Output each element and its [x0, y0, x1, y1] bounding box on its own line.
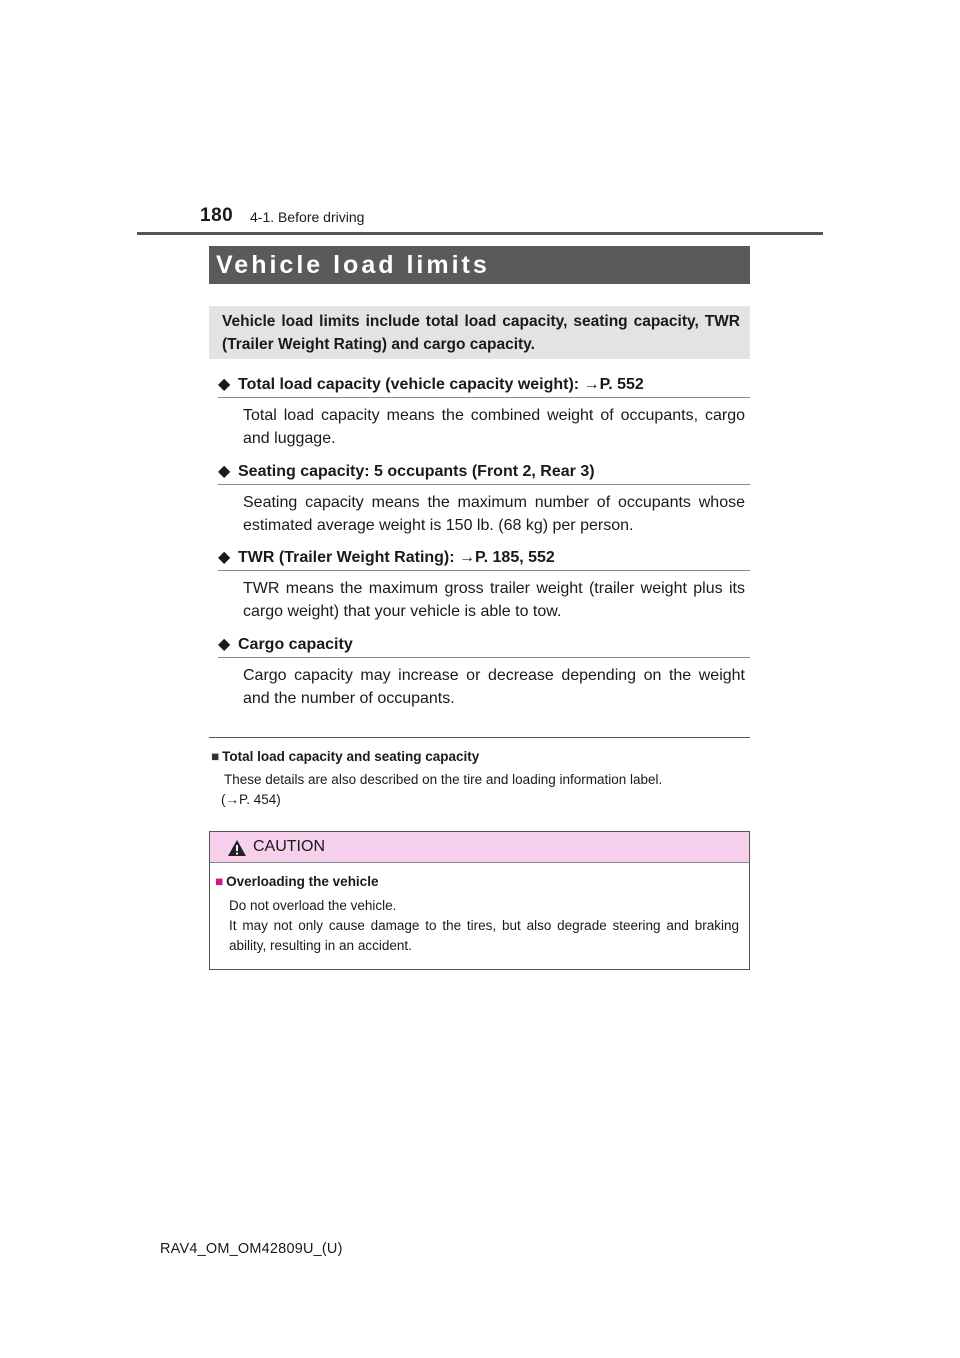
square-bullet-icon: ■ — [215, 874, 224, 889]
caution-subheading-text: Overloading the vehicle — [226, 874, 379, 889]
caution-text — [229, 896, 739, 956]
caution-box — [209, 831, 750, 970]
body-seating: Seating capacity means the maximum number of occupants whose estimated average weight is 150 lb. (68 kg) per person. — [243, 494, 745, 534]
caution-subheading — [215, 874, 378, 889]
diamond-icon: ◆ — [218, 549, 231, 566]
intro-box: Vehicle load limits include total load capacity, seating capacity, TWR (Trailer Weight Rating) and cargo capacity. — [209, 306, 750, 359]
caution-line: Do not overload the vehicle. — [229, 898, 397, 913]
caution-header — [210, 832, 749, 863]
note-text — [221, 770, 744, 810]
note-heading — [211, 749, 479, 764]
page-number: 180 — [200, 205, 234, 226]
square-bullet-icon: ■ — [211, 749, 220, 764]
body-cargo: Cargo capacity may increase or decrease depending on the weight and the number of occupants. — [243, 667, 745, 707]
subheading-total-load — [218, 373, 750, 398]
subheading-cargo — [218, 633, 750, 658]
diamond-icon: ◆ — [218, 636, 231, 653]
caution-label: CAUTION — [253, 838, 325, 855]
subheading-seating — [218, 460, 750, 485]
note-heading-text: Total load capacity and seating capacity — [222, 749, 480, 764]
footer-code: RAV4_OM_OM42809U_(U) — [160, 1241, 343, 1257]
notes-rule — [209, 737, 750, 738]
section-label: 4-1. Before driving — [250, 209, 365, 225]
header-rule — [137, 232, 823, 235]
body-total-load: Total load capacity means the combined weight of occupants, cargo and luggage. — [243, 407, 745, 447]
warning-triangle-icon — [227, 839, 247, 857]
caution-line: It may not only cause damage to the tires, but also degrade steering and braking ability, resulting in an accident. — [229, 918, 739, 953]
page-title: Vehicle load limits — [209, 246, 750, 284]
body-twr: TWR means the maximum gross trailer weight (trailer weight plus its cargo weight) that your vehicle is able to tow. — [243, 580, 745, 620]
diamond-icon: ◆ — [218, 463, 231, 480]
note-line: These details are also described on the tire and loading information label. — [224, 772, 663, 787]
subheading-text: Cargo capacity — [238, 636, 353, 653]
subheading-text: Seating capacity: 5 occupants (Front 2, Rear 3) — [238, 463, 595, 480]
subheading-text: Total load capacity (vehicle capacity weight): →P. 552 — [238, 376, 644, 393]
note-line: (→P. 454) — [221, 792, 281, 807]
diamond-icon: ◆ — [218, 376, 231, 393]
subheading-text: TWR (Trailer Weight Rating): →P. 185, 552 — [238, 549, 555, 566]
subheading-twr — [218, 546, 750, 571]
